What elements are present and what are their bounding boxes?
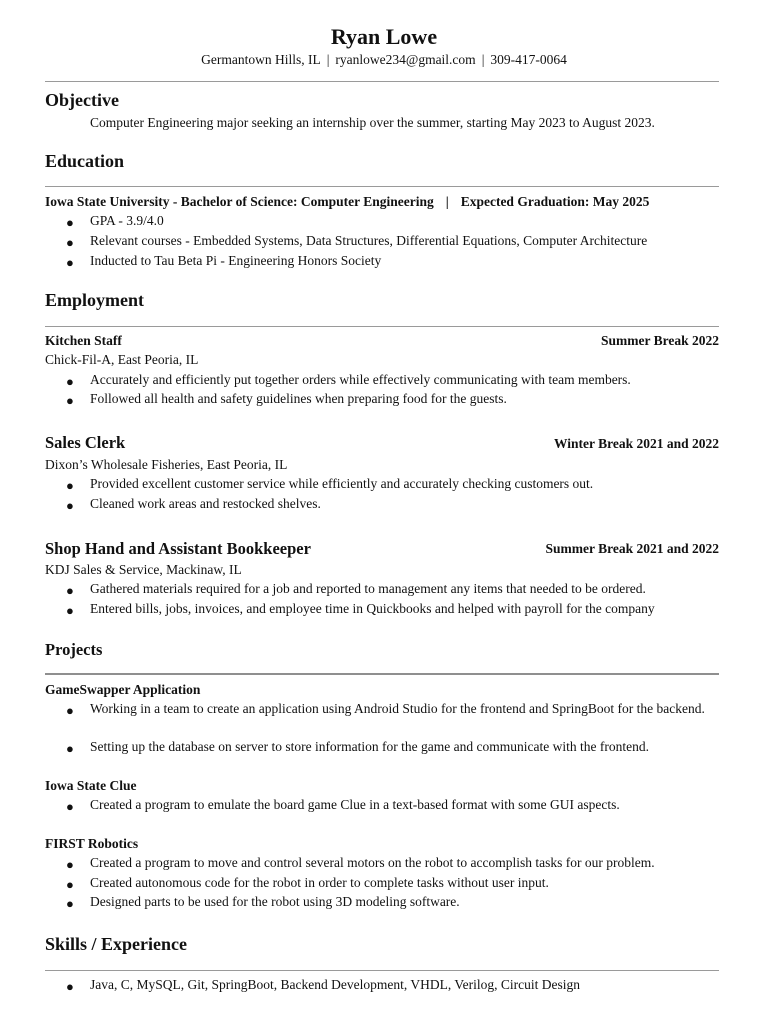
job-bullet: Entered bills, jobs, invoices, and employee time in Quickbooks and helped with payroll for the company <box>90 601 655 616</box>
education-separator: | <box>445 194 449 209</box>
employment-heading: Employment <box>45 290 144 310</box>
education-graduation: Expected Graduation: May 2025 <box>460 194 650 209</box>
project-bullet: Setting up the database on server to store information for the game and communicate with the frontend. <box>90 739 649 754</box>
project-name: FIRST Robotics <box>45 836 139 851</box>
skills-heading: Skills / Experience <box>45 934 188 954</box>
contact-separator: | <box>481 52 485 67</box>
job-role: Kitchen Staff <box>45 333 122 348</box>
job-role: Sales Clerk <box>45 433 126 452</box>
bullet-icon: ● <box>66 583 74 598</box>
contact-phone: 309-417-0064 <box>490 52 567 67</box>
contact-separator: | <box>326 52 330 67</box>
bullet-icon: ● <box>66 478 74 493</box>
bullet-icon: ● <box>66 393 74 408</box>
project-name: Iowa State Clue <box>45 778 137 793</box>
job-company: KDJ Sales & Service, Mackinaw, IL <box>45 562 242 577</box>
bullet-icon: ● <box>66 741 74 756</box>
education-entry-header <box>45 194 649 210</box>
bullet-icon: ● <box>66 603 74 618</box>
project-name: GameSwapper Application <box>45 682 201 697</box>
projects-divider <box>45 673 719 675</box>
job-bullet: Accurately and efficiently put together orders while effectively communicating with team members. <box>90 372 631 387</box>
skills-bullet: Java, C, MySQL, Git, SpringBoot, Backend Development, VHDL, Verilog, Circuit Design <box>90 977 580 992</box>
education-heading: Education <box>45 151 125 171</box>
resume-name: Ryan Lowe <box>330 24 438 49</box>
job-bullet: Gathered materials required for a job and reported to management any items that needed to be ordered. <box>90 581 646 596</box>
job-bullet: Followed all health and safety guidelines when preparing food for the guests. <box>90 391 507 406</box>
project-bullet: Created a program to move and control several motors on the robot to accomplish tasks for our problem. <box>90 855 655 870</box>
bullet-icon: ● <box>66 703 74 718</box>
bullet-icon: ● <box>66 235 74 250</box>
bullet-icon: ● <box>66 896 74 911</box>
project-bullet: Working in a team to create an application using Android Studio for the frontend and SpringBoot for the backend. <box>90 701 705 716</box>
bullet-icon: ● <box>66 799 74 814</box>
job-dates: Winter Break 2021 and 2022 <box>553 436 719 451</box>
education-bullet: Inducted to Tau Beta Pi - Engineering Honors Society <box>90 253 382 268</box>
job-bullet: Cleaned work areas and restocked shelves. <box>90 496 321 511</box>
bullet-icon: ● <box>66 857 74 872</box>
job-company: Dixon’s Wholesale Fisheries, East Peoria, IL <box>45 457 288 472</box>
bullet-icon: ● <box>66 255 74 270</box>
contact-line <box>0 52 768 68</box>
job-role: Shop Hand and Assistant Bookkeeper <box>45 539 311 558</box>
bullet-icon: ● <box>66 215 74 230</box>
job-dates: Summer Break 2021 and 2022 <box>545 541 719 556</box>
objective-heading: Objective <box>45 90 119 110</box>
skills-divider <box>45 970 719 971</box>
job-dates: Summer Break 2022 <box>601 333 719 348</box>
bullet-icon: ● <box>66 877 74 892</box>
bullet-icon: ● <box>66 979 74 994</box>
job-company: Chick-Fil-A, East Peoria, IL <box>45 352 199 367</box>
projects-heading: Projects <box>45 640 103 659</box>
project-bullet: Created a program to emulate the board game Clue in a text-based format with some GUI aspects. <box>90 797 620 812</box>
contact-location: Germantown Hills, IL <box>201 52 321 67</box>
bullet-icon: ● <box>66 498 74 513</box>
project-bullet: Created autonomous code for the robot in order to complete tasks without user input. <box>90 875 549 890</box>
employment-divider <box>45 326 719 327</box>
contact-email[interactable]: ryanlowe234@gmail.com <box>335 52 476 67</box>
project-bullet: Designed parts to be used for the robot using 3D modeling software. <box>90 894 460 909</box>
education-school: Iowa State University - Bachelor of Science: Computer Engineering <box>45 194 434 209</box>
education-bullet: Relevant courses - Embedded Systems, Data Structures, Differential Equations, Computer Architecture <box>90 233 648 248</box>
objective-text: Computer Engineering major seeking an internship over the summer, starting May 2023 to August 2023. <box>90 115 655 130</box>
header-divider <box>45 81 719 82</box>
education-divider <box>45 186 719 187</box>
education-bullet: GPA - 3.9/4.0 <box>90 213 164 228</box>
bullet-icon: ● <box>66 374 74 389</box>
job-bullet: Provided excellent customer service while efficiently and accurately checking customers out. <box>90 476 594 491</box>
